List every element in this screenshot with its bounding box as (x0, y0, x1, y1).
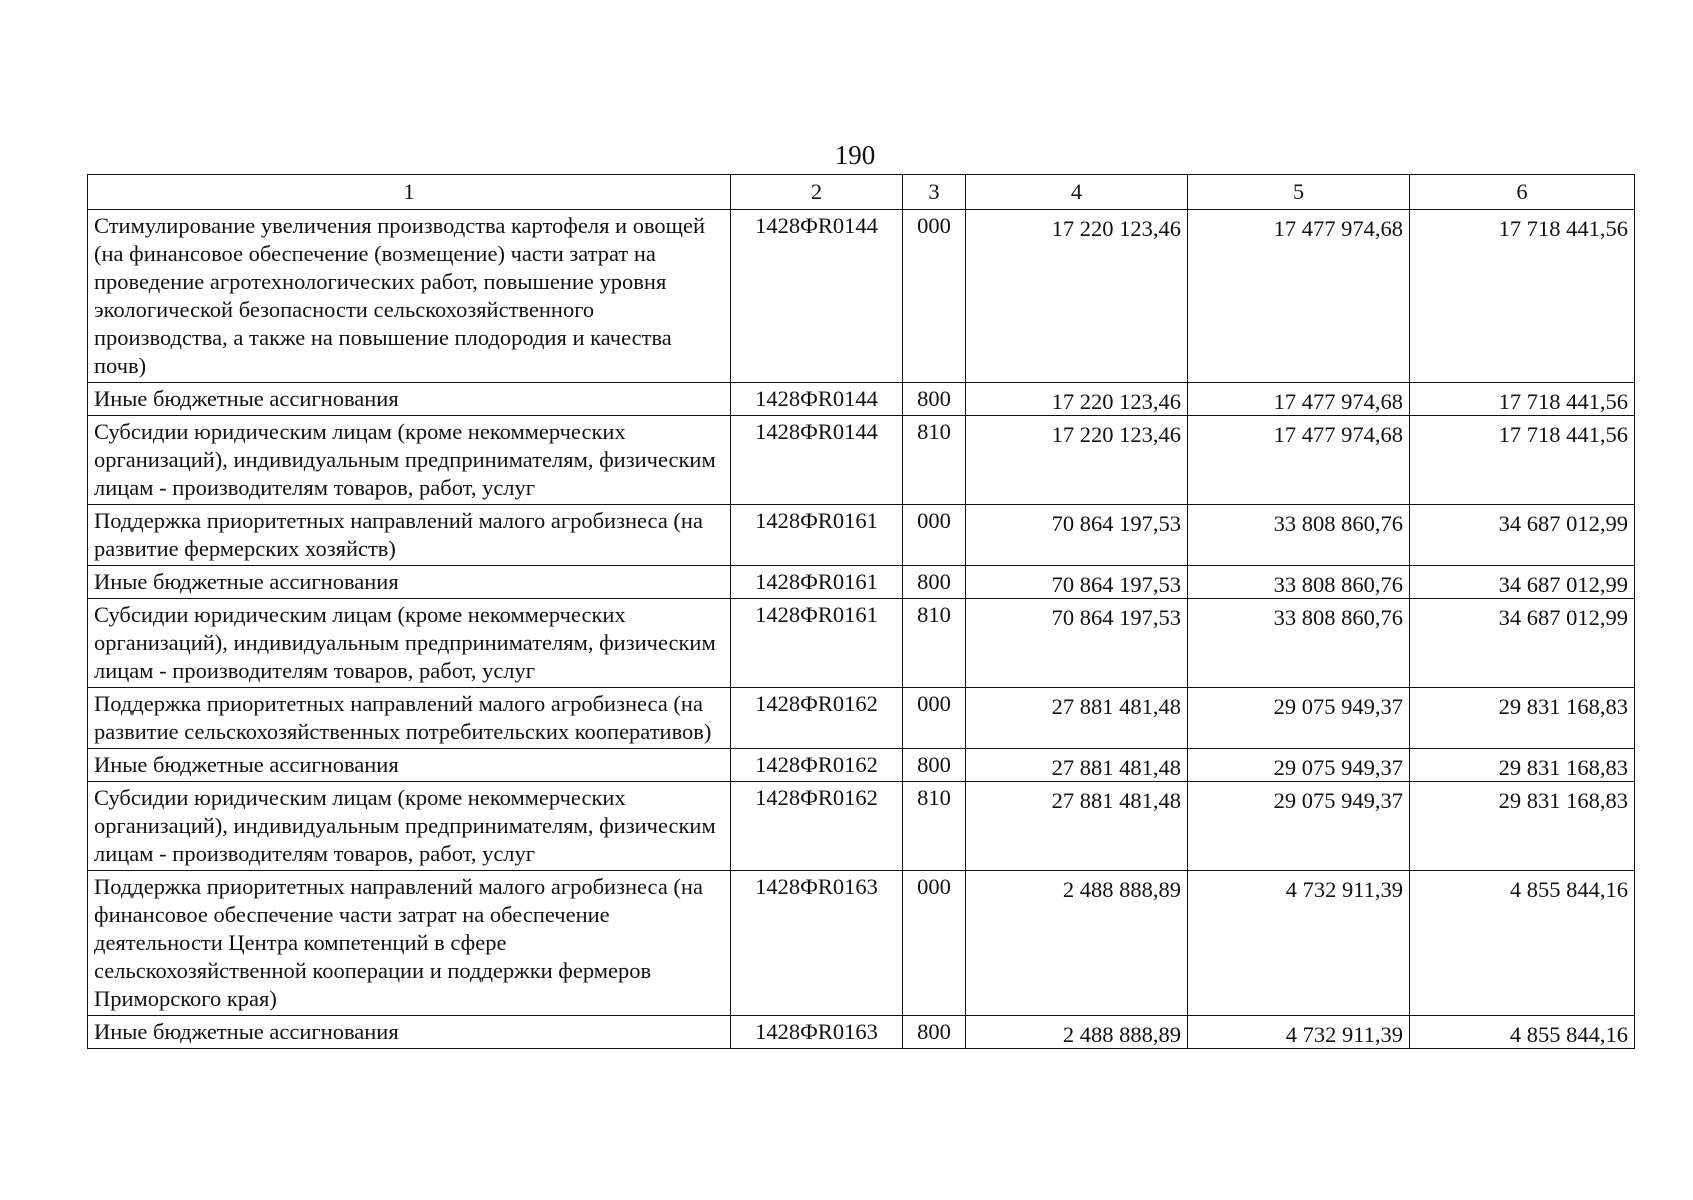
row-value-4: 27 881 481,48 (966, 688, 1188, 749)
row-name: Иные бюджетные ассигнования (88, 1016, 731, 1049)
row-name: Субсидии юридическим лицам (кроме некоммерческих организаций), индивидуальным предпринимателям, физическим лицам - производителям товаров, работ, услуг (88, 416, 731, 505)
row-name: Иные бюджетные ассигнования (88, 566, 731, 599)
row-name: Поддержка приоритетных направлений малого агробизнеса (на развитие сельскохозяйственных потребительских кооперативов) (88, 688, 731, 749)
row-value-5: 17 477 974,68 (1188, 383, 1410, 416)
budget-table (87, 174, 1635, 1049)
row-code: 1428ФR0144 (731, 416, 903, 505)
row-value-6: 4 855 844,16 (1410, 1016, 1635, 1049)
row-code: 1428ФR0162 (731, 782, 903, 871)
column-header: 2 (731, 175, 903, 210)
row-name: Иные бюджетные ассигнования (88, 749, 731, 782)
row-type: 000 (903, 210, 966, 383)
row-value-6: 29 831 168,83 (1410, 749, 1635, 782)
row-value-6: 34 687 012,99 (1410, 599, 1635, 688)
row-value-4: 17 220 123,46 (966, 416, 1188, 505)
row-code: 1428ФR0161 (731, 505, 903, 566)
row-value-4: 27 881 481,48 (966, 782, 1188, 871)
table-row (88, 416, 1635, 505)
row-name: Поддержка приоритетных направлений малого агробизнеса (на финансовое обеспечение части затрат на обеспечение деятельности Центра компетенций в сфере сельскохозяйственной кооперации и поддержки фермеров Приморского края) (88, 871, 731, 1016)
table-row (88, 566, 1635, 599)
row-code: 1428ФR0161 (731, 566, 903, 599)
row-value-4: 2 488 888,89 (966, 1016, 1188, 1049)
row-value-5: 4 732 911,39 (1188, 871, 1410, 1016)
row-value-5: 33 808 860,76 (1188, 566, 1410, 599)
row-value-6: 4 855 844,16 (1410, 871, 1635, 1016)
row-value-5: 17 477 974,68 (1188, 416, 1410, 505)
row-type: 800 (903, 1016, 966, 1049)
column-header: 6 (1410, 175, 1635, 210)
column-header: 1 (88, 175, 731, 210)
row-value-4: 70 864 197,53 (966, 505, 1188, 566)
row-name: Субсидии юридическим лицам (кроме некоммерческих организаций), индивидуальным предпринимателям, физическим лицам - производителям товаров, работ, услуг (88, 599, 731, 688)
row-code: 1428ФR0144 (731, 210, 903, 383)
row-value-6: 17 718 441,56 (1410, 416, 1635, 505)
row-code: 1428ФR0162 (731, 749, 903, 782)
row-value-5: 4 732 911,39 (1188, 1016, 1410, 1049)
row-value-4: 27 881 481,48 (966, 749, 1188, 782)
row-name: Субсидии юридическим лицам (кроме некоммерческих организаций), индивидуальным предпринимателям, физическим лицам - производителям товаров, работ, услуг (88, 782, 731, 871)
table-row (88, 599, 1635, 688)
row-type: 000 (903, 505, 966, 566)
row-type: 800 (903, 383, 966, 416)
column-header: 5 (1188, 175, 1410, 210)
row-value-6: 29 831 168,83 (1410, 782, 1635, 871)
row-type: 000 (903, 871, 966, 1016)
row-value-5: 17 477 974,68 (1188, 210, 1410, 383)
row-name: Иные бюджетные ассигнования (88, 383, 731, 416)
row-code: 1428ФR0162 (731, 688, 903, 749)
column-header: 3 (903, 175, 966, 210)
row-value-4: 70 864 197,53 (966, 599, 1188, 688)
row-type: 810 (903, 416, 966, 505)
row-type: 810 (903, 782, 966, 871)
table-row (88, 688, 1635, 749)
row-value-6: 34 687 012,99 (1410, 505, 1635, 566)
row-value-4: 70 864 197,53 (966, 566, 1188, 599)
page-number: 190 (834, 140, 876, 170)
row-value-5: 29 075 949,37 (1188, 688, 1410, 749)
row-value-4: 2 488 888,89 (966, 871, 1188, 1016)
row-code: 1428ФR0163 (731, 871, 903, 1016)
row-value-5: 33 808 860,76 (1188, 505, 1410, 566)
table-row (88, 749, 1635, 782)
row-value-6: 17 718 441,56 (1410, 383, 1635, 416)
row-value-6: 29 831 168,83 (1410, 688, 1635, 749)
row-value-5: 33 808 860,76 (1188, 599, 1410, 688)
row-value-6: 17 718 441,56 (1410, 210, 1635, 383)
row-code: 1428ФR0144 (731, 383, 903, 416)
column-header: 4 (966, 175, 1188, 210)
row-type: 800 (903, 749, 966, 782)
table-row (88, 210, 1635, 383)
table-header-row (88, 175, 1635, 210)
row-type: 000 (903, 688, 966, 749)
table-row (88, 1016, 1635, 1049)
row-type: 810 (903, 599, 966, 688)
table-row (88, 782, 1635, 871)
row-code: 1428ФR0161 (731, 599, 903, 688)
table-row (88, 871, 1635, 1016)
row-name: Стимулирование увеличения производства картофеля и овощей (на финансовое обеспечение (возмещение) части затрат на проведение агротехнологических работ, повышение уровня экологической безопасности сельскохозяйственного производства, а также на повышение плодородия и качества почв) (88, 210, 731, 383)
row-type: 800 (903, 566, 966, 599)
row-value-4: 17 220 123,46 (966, 383, 1188, 416)
row-value-4: 17 220 123,46 (966, 210, 1188, 383)
row-value-6: 34 687 012,99 (1410, 566, 1635, 599)
row-value-5: 29 075 949,37 (1188, 782, 1410, 871)
row-name: Поддержка приоритетных направлений малого агробизнеса (на развитие фермерских хозяйств) (88, 505, 731, 566)
table-row (88, 383, 1635, 416)
row-code: 1428ФR0163 (731, 1016, 903, 1049)
row-value-5: 29 075 949,37 (1188, 749, 1410, 782)
table-row (88, 505, 1635, 566)
